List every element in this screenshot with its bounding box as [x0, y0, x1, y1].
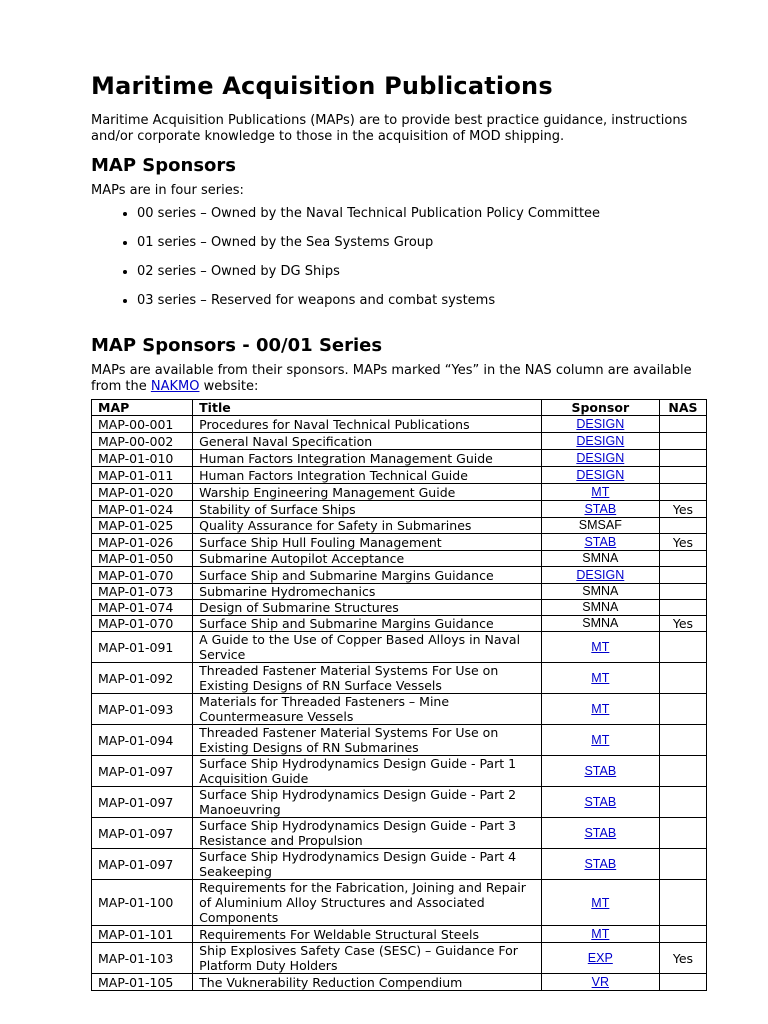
nas-cell — [659, 518, 706, 534]
sponsor-link[interactable]: STAB — [584, 535, 617, 549]
sponsor-cell: SMNA — [541, 551, 659, 567]
table-row — [92, 943, 707, 974]
nas-cell — [659, 467, 706, 484]
table-row — [92, 501, 707, 518]
table-row — [92, 551, 707, 567]
nas-cell — [659, 416, 706, 433]
nas-cell — [659, 787, 706, 818]
map-number-cell: MAP-01-010 — [92, 450, 193, 467]
title-cell: Surface Ship and Submarine Margins Guidance — [193, 616, 542, 632]
sponsors-heading: MAP Sponsors — [91, 155, 237, 176]
page-title: Maritime Acquisition Publications — [91, 72, 553, 100]
map-number-cell: MAP-01-050 — [92, 551, 193, 567]
table-row — [92, 974, 707, 991]
sponsor-link[interactable]: DESIGN — [576, 434, 625, 448]
map-number-cell: MAP-01-074 — [92, 600, 193, 616]
map-number-cell: MAP-01-097 — [92, 818, 193, 849]
nas-cell — [659, 974, 706, 991]
title-cell: Requirements for the Fabrication, Joining and Repair of Aluminium Alloy Structures and Associated Components — [193, 880, 542, 926]
sponsor-cell — [541, 725, 659, 756]
header-title: Title — [193, 400, 542, 416]
title-cell: General Naval Specification — [193, 433, 542, 450]
map-number-cell: MAP-01-070 — [92, 567, 193, 584]
map-number-cell: MAP-01-093 — [92, 694, 193, 725]
title-cell: Threaded Fastener Material Systems For Use on Existing Designs of RN Submarines — [193, 725, 542, 756]
sponsor-cell: SMNA — [541, 600, 659, 616]
title-cell: The Vuknerability Reduction Compendium — [193, 974, 542, 991]
sponsor-link[interactable]: STAB — [584, 764, 617, 778]
sponsor-cell — [541, 416, 659, 433]
sponsor-link[interactable]: DESIGN — [576, 568, 625, 582]
nas-cell — [659, 584, 706, 600]
table-row — [92, 818, 707, 849]
sponsor-link[interactable]: MT — [591, 640, 610, 654]
sponsor-link[interactable]: EXP — [587, 951, 613, 965]
map-number-cell: MAP-01-011 — [92, 467, 193, 484]
sponsor-cell — [541, 484, 659, 501]
title-cell: Human Factors Integration Management Guide — [193, 450, 542, 467]
title-cell: Stability of Surface Ships — [193, 501, 542, 518]
table-row — [92, 433, 707, 450]
sponsor-link[interactable]: DESIGN — [576, 451, 625, 465]
sponsor-cell — [541, 880, 659, 926]
sponsor-link[interactable]: STAB — [584, 795, 617, 809]
map-number-cell: MAP-01-097 — [92, 849, 193, 880]
sponsor-cell — [541, 534, 659, 551]
sponsor-link[interactable]: MT — [591, 733, 610, 747]
sponsor-cell — [541, 433, 659, 450]
sponsor-cell — [541, 467, 659, 484]
sponsor-link[interactable]: DESIGN — [576, 468, 625, 482]
map-number-cell: MAP-01-026 — [92, 534, 193, 551]
table-row — [92, 663, 707, 694]
map-number-cell: MAP-01-103 — [92, 943, 193, 974]
map-number-cell: MAP-01-020 — [92, 484, 193, 501]
series-item: • 01 series – Owned by the Sea Systems Group — [137, 235, 707, 251]
series-item: • 03 series – Reserved for weapons and combat systems — [137, 293, 707, 309]
sponsor-cell — [541, 974, 659, 991]
title-cell: Surface Ship Hydrodynamics Design Guide - Part 2 Manoeuvring — [193, 787, 542, 818]
nas-cell — [659, 818, 706, 849]
map-number-cell: MAP-01-024 — [92, 501, 193, 518]
title-cell: Warship Engineering Management Guide — [193, 484, 542, 501]
sponsor-link[interactable]: MT — [591, 702, 610, 716]
sponsor-cell — [541, 694, 659, 725]
map-number-cell: MAP-01-097 — [92, 756, 193, 787]
title-cell: Surface Ship Hull Fouling Management — [193, 534, 542, 551]
map-number-cell: MAP-01-091 — [92, 632, 193, 663]
nas-cell — [659, 600, 706, 616]
table-row — [92, 694, 707, 725]
table-row — [92, 756, 707, 787]
nas-cell — [659, 433, 706, 450]
map-number-cell: MAP-00-002 — [92, 433, 193, 450]
map-number-cell: MAP-01-100 — [92, 880, 193, 926]
title-cell: Submarine Autopilot Acceptance — [193, 551, 542, 567]
title-cell: Surface Ship Hydrodynamics Design Guide - Part 4 Seakeeping — [193, 849, 542, 880]
sponsor-cell — [541, 926, 659, 943]
title-cell: Threaded Fastener Material Systems For Use on Existing Designs of RN Surface Vessels — [193, 663, 542, 694]
table-row — [92, 450, 707, 467]
header-map: MAP — [92, 400, 193, 416]
nas-cell — [659, 725, 706, 756]
table-row — [92, 416, 707, 433]
sponsor-cell — [541, 756, 659, 787]
sponsor-cell — [541, 567, 659, 584]
header-nas: NAS — [659, 400, 706, 416]
table-row — [92, 632, 707, 663]
availability-text: MAPs are available from their sponsors. MAPs marked “Yes” in the NAS column are available from the — [91, 363, 692, 394]
map-number-cell: MAP-01-101 — [92, 926, 193, 943]
series-item: • 02 series – Owned by DG Ships — [137, 264, 707, 280]
sponsor-link[interactable]: VR — [591, 975, 609, 989]
nas-cell — [659, 567, 706, 584]
table-row — [92, 600, 707, 616]
sponsor-link[interactable]: MT — [591, 927, 610, 941]
map-number-cell: MAP-01-025 — [92, 518, 193, 534]
nas-cell — [659, 756, 706, 787]
sponsor-cell — [541, 943, 659, 974]
sponsor-cell — [541, 632, 659, 663]
nas-cell — [659, 663, 706, 694]
sponsor-cell — [541, 450, 659, 467]
sponsor-cell — [541, 663, 659, 694]
sponsor-cell — [541, 501, 659, 518]
series-list — [91, 206, 707, 309]
sponsor-link[interactable]: MT — [591, 671, 610, 685]
title-cell: Materials for Threaded Fasteners – Mine Countermeasure Vessels — [193, 694, 542, 725]
nas-cell — [659, 694, 706, 725]
title-cell: Human Factors Integration Technical Guide — [193, 467, 542, 484]
table-header-row — [92, 400, 707, 416]
nakmo-link[interactable]: NAKMO — [150, 378, 200, 394]
map-number-cell: MAP-01-094 — [92, 725, 193, 756]
sponsor-cell: SMNA — [541, 584, 659, 600]
sponsor-link[interactable]: MT — [591, 895, 610, 910]
nas-cell — [659, 632, 706, 663]
title-cell: Submarine Hydromechanics — [193, 584, 542, 600]
title-cell: Surface Ship and Submarine Margins Guidance — [193, 567, 542, 584]
sponsor-cell — [541, 818, 659, 849]
availability-paragraph — [91, 363, 707, 394]
nas-cell — [659, 880, 706, 926]
series-heading: MAP Sponsors - 00/01 Series — [91, 335, 383, 356]
table-row — [92, 467, 707, 484]
map-number-cell: MAP-01-073 — [92, 584, 193, 600]
title-cell: Procedures for Naval Technical Publications — [193, 416, 542, 433]
nas-cell: Yes — [659, 534, 706, 551]
nas-cell — [659, 551, 706, 567]
table-row — [92, 534, 707, 551]
intro-paragraph: Maritime Acquisition Publications (MAPs) are to provide best practice guidance, instructions and/or corporate knowledge to those in the acquisition of MOD shipping. — [91, 113, 688, 144]
nas-cell — [659, 849, 706, 880]
nas-cell — [659, 484, 706, 501]
table-row — [92, 725, 707, 756]
table-row — [92, 518, 707, 534]
title-cell: Surface Ship Hydrodynamics Design Guide - Part 1 Acquisition Guide — [193, 756, 542, 787]
table-row — [92, 787, 707, 818]
sponsor-cell: SMNA — [541, 616, 659, 632]
table-row — [92, 567, 707, 584]
title-cell: Surface Ship Hydrodynamics Design Guide - Part 3 Resistance and Propulsion — [193, 818, 542, 849]
sponsor-link[interactable]: STAB — [584, 857, 617, 871]
header-sponsor: Sponsor — [541, 400, 659, 416]
series-item: • 00 series – Owned by the Naval Technical Publication Policy Committee — [137, 206, 707, 222]
nas-cell — [659, 926, 706, 943]
map-number-cell: MAP-01-092 — [92, 663, 193, 694]
sponsor-cell — [541, 849, 659, 880]
sponsor-link[interactable]: STAB — [584, 502, 617, 516]
nas-cell: Yes — [659, 943, 706, 974]
table-row — [92, 584, 707, 600]
table-row — [92, 926, 707, 943]
sponsor-link[interactable]: MT — [591, 485, 610, 499]
title-cell: A Guide to the Use of Copper Based Alloys in Naval Service — [193, 632, 542, 663]
nas-cell — [659, 450, 706, 467]
title-cell: Quality Assurance for Safety in Submarines — [193, 518, 542, 534]
table-row — [92, 484, 707, 501]
table-row — [92, 880, 707, 926]
table-row — [92, 616, 707, 632]
document-page — [91, 70, 707, 991]
sponsor-cell: SMSAF — [541, 518, 659, 534]
title-cell: Design of Submarine Structures — [193, 600, 542, 616]
nas-cell: Yes — [659, 616, 706, 632]
series-intro: MAPs are in four series: — [91, 183, 244, 198]
map-number-cell: MAP-01-097 — [92, 787, 193, 818]
sponsor-link[interactable]: DESIGN — [576, 417, 625, 431]
sponsor-cell — [541, 787, 659, 818]
title-cell: Ship Explosives Safety Case (SESC) – Guidance For Platform Duty Holders — [193, 943, 542, 974]
title-cell: Requirements For Weldable Structural Steels — [193, 926, 542, 943]
availability-text-end: website: — [199, 378, 259, 394]
sponsor-link[interactable]: STAB — [584, 826, 617, 840]
nas-cell: Yes — [659, 501, 706, 518]
map-number-cell: MAP-01-105 — [92, 974, 193, 991]
table-row — [92, 849, 707, 880]
map-number-cell: MAP-01-070 — [92, 616, 193, 632]
map-table — [91, 399, 707, 991]
map-number-cell: MAP-00-001 — [92, 416, 193, 433]
table-body — [92, 416, 707, 991]
